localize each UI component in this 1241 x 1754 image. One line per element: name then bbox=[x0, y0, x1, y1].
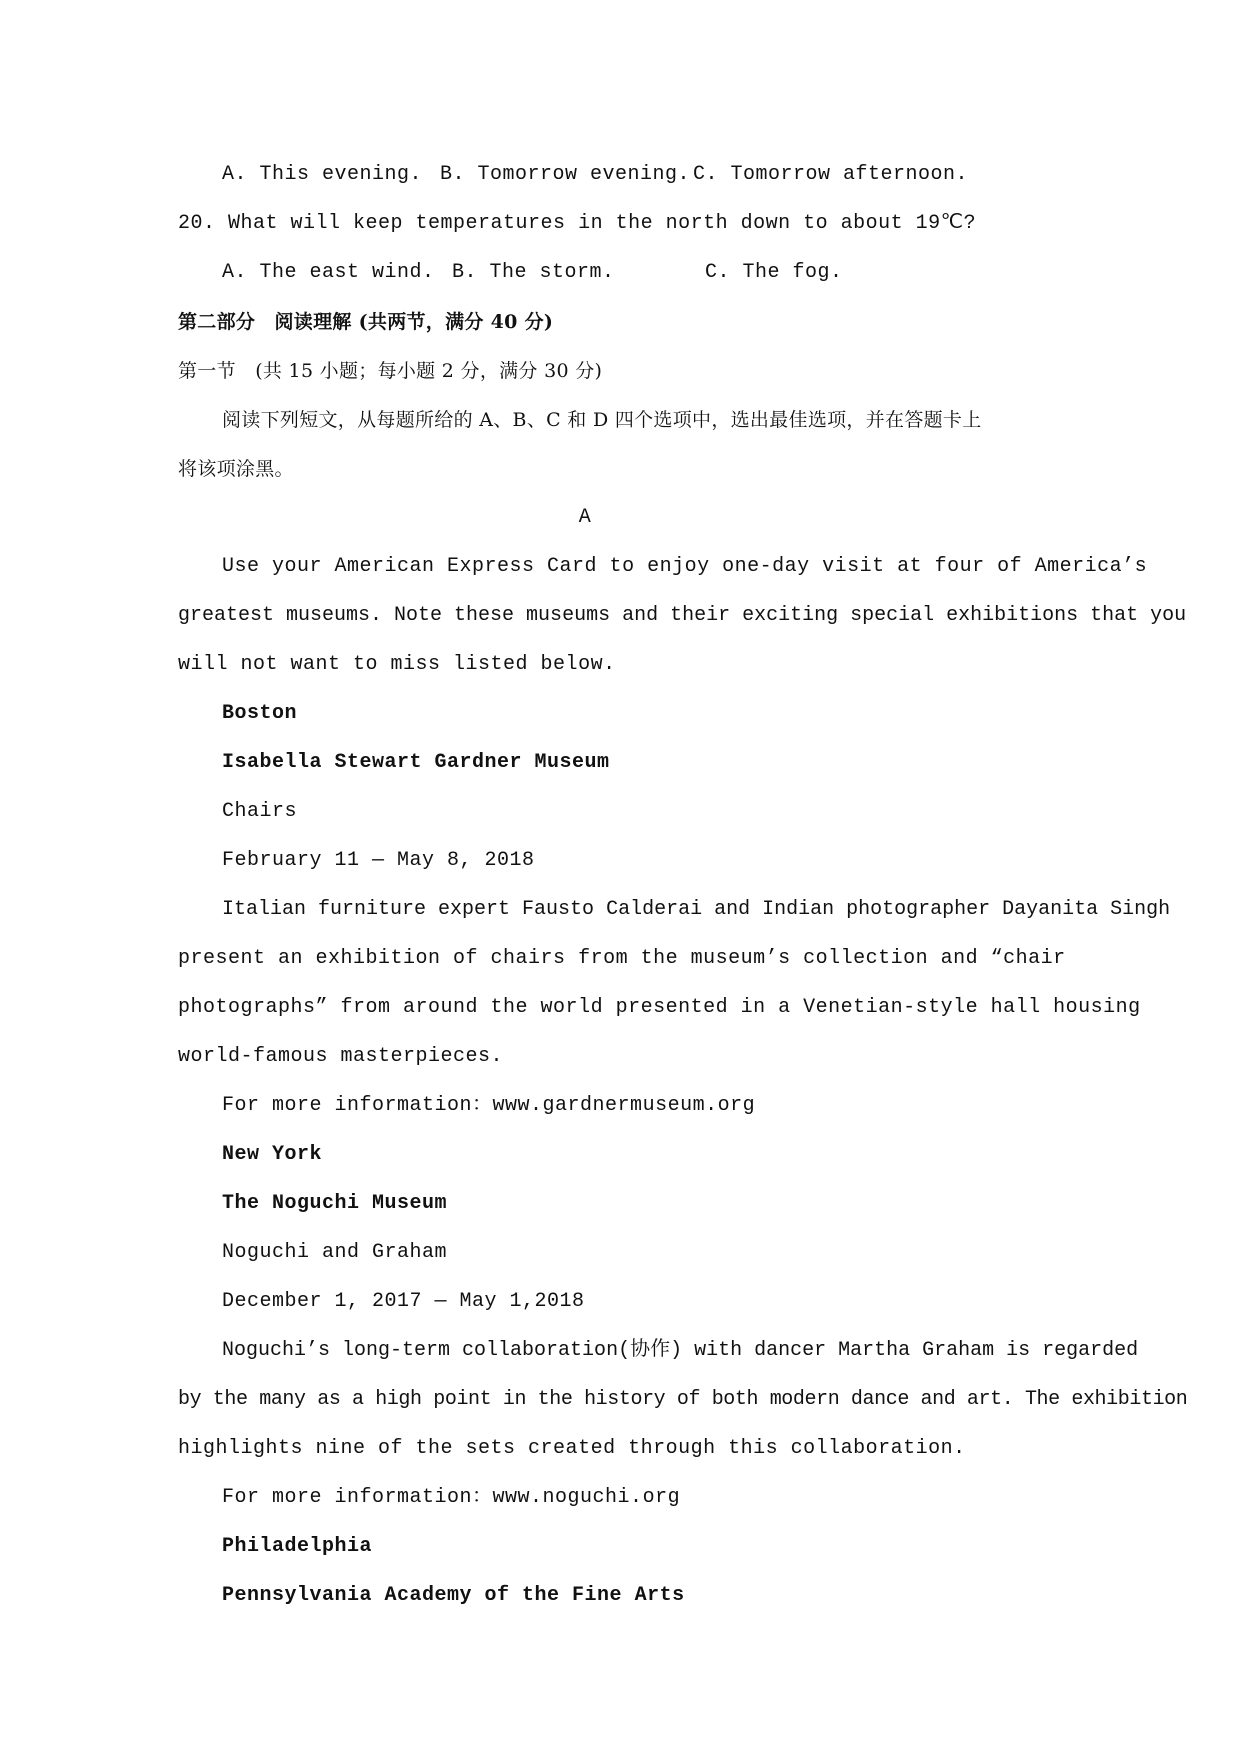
newyork-city: New York bbox=[222, 1143, 323, 1166]
boston-exhibit: Chairs bbox=[222, 800, 298, 823]
boston-info: For more information：www.gardnermuseum.org bbox=[222, 1094, 756, 1117]
section1-heading: 第一节 (共 15 小题；每小题 2 分，满分 30 分) bbox=[178, 360, 603, 382]
q19-options bbox=[0, 163, 1241, 187]
boston-desc-line-2: present an exhibition of chairs from the museum’s collection and “chair bbox=[178, 947, 1066, 970]
instruction-line-1: 阅读下列短文，从每题所给的 A、B、C 和 D 四个选项中，选出最佳选项，并在答题卡上 bbox=[222, 409, 982, 431]
boston-desc-line-1: Italian furniture expert Fausto Calderai and Indian photographer Dayanita Singh bbox=[222, 898, 1171, 921]
q19-option-a: A. This evening. bbox=[222, 163, 423, 186]
boston-museum: Isabella Stewart Gardner Museum bbox=[222, 751, 610, 774]
q20-question: 20. What will keep temperatures in the north down to about 19℃? bbox=[178, 212, 977, 235]
newyork-exhibit: Noguchi and Graham bbox=[222, 1241, 448, 1264]
q20-options bbox=[0, 261, 1241, 285]
newyork-museum: The Noguchi Museum bbox=[222, 1192, 448, 1215]
q19-option-c: C. Tomorrow afternoon. bbox=[693, 163, 969, 186]
instruction-line-2: 将该项涂黑。 bbox=[178, 458, 294, 480]
intro-line-1: Use your American Express Card to enjoy one-day visit at four of America’s bbox=[222, 555, 1148, 578]
q19-option-b: B. Tomorrow evening. bbox=[440, 163, 691, 186]
newyork-dates: December 1, 2017 — May 1,2018 bbox=[222, 1290, 585, 1313]
boston-dates: February 11 — May 8, 2018 bbox=[222, 849, 535, 872]
q20-option-b: B. The storm. bbox=[452, 261, 615, 284]
philadelphia-city: Philadelphia bbox=[222, 1535, 373, 1558]
newyork-desc-line-2: by the many as a high point in the history of both modern dance and art. The exhibition bbox=[178, 1388, 1188, 1411]
part2-heading: 第二部分 阅读理解 (共两节，满分 40 分) bbox=[178, 311, 554, 333]
newyork-info: For more information：www.noguchi.org bbox=[222, 1486, 681, 1509]
boston-desc-line-4: world-famous masterpieces. bbox=[178, 1045, 504, 1068]
q20-option-c: C. The fog. bbox=[705, 261, 843, 284]
intro-line-2: greatest museums. Note these museums and their exciting special exhibitions that you bbox=[178, 604, 1187, 627]
intro-line-3: will not want to miss listed below. bbox=[178, 653, 616, 676]
boston-city: Boston bbox=[222, 702, 298, 725]
newyork-desc-line-1: Noguchi’s long-term collaboration(协作) with dancer Martha Graham is regarded bbox=[222, 1339, 1139, 1362]
newyork-desc-line-3: highlights nine of the sets created through this collaboration. bbox=[178, 1437, 966, 1460]
q20-option-a: A. The east wind. bbox=[222, 261, 435, 284]
philadelphia-museum: Pennsylvania Academy of the Fine Arts bbox=[222, 1584, 685, 1607]
passage-label: A bbox=[578, 506, 592, 529]
boston-desc-line-3: photographs” from around the world presented in a Venetian-style hall housing bbox=[178, 996, 1141, 1019]
